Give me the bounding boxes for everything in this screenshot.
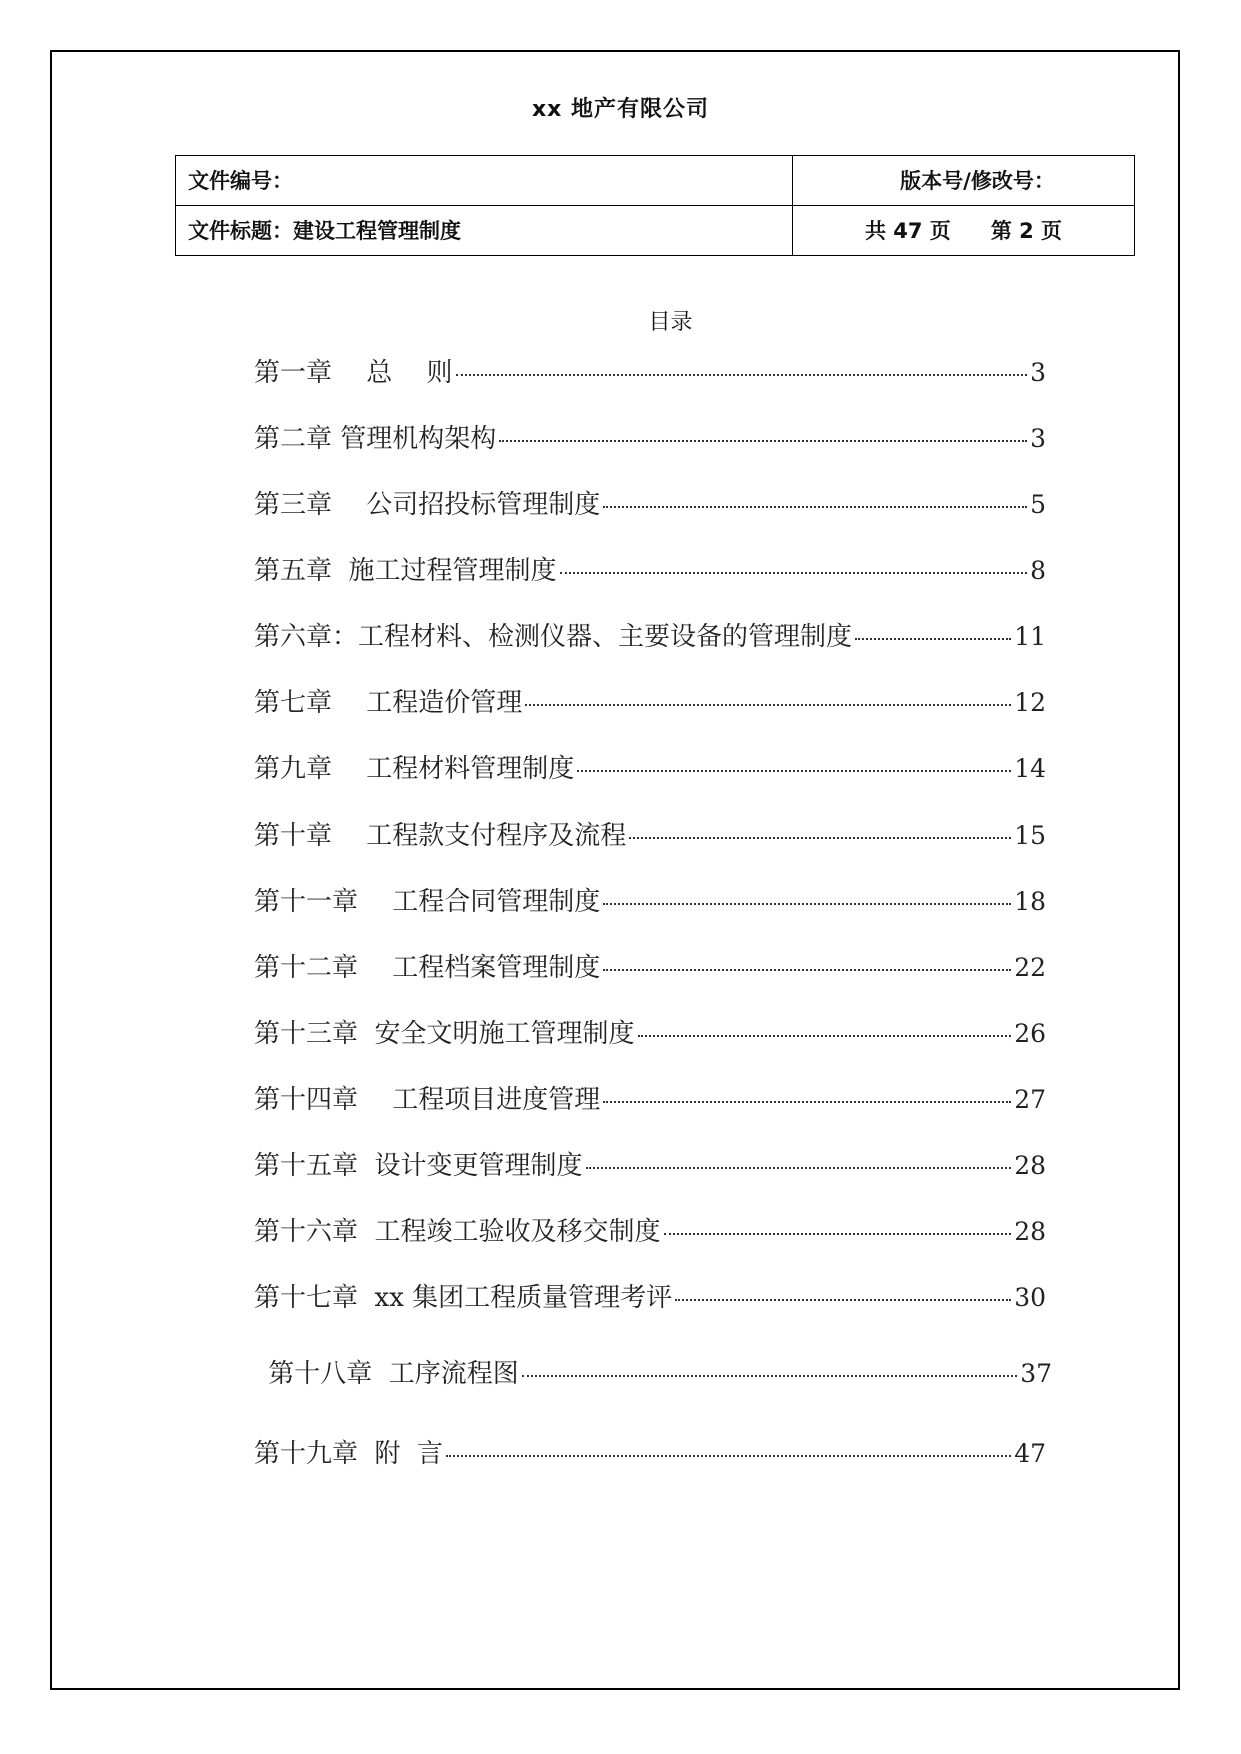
toc-dot-leader bbox=[499, 440, 1027, 442]
toc-entry-page: 14 bbox=[1014, 754, 1046, 783]
toc-dot-leader bbox=[560, 572, 1028, 574]
toc-heading: 目录 bbox=[648, 310, 693, 335]
document-info-table bbox=[175, 155, 1135, 256]
toc-entry[interactable] bbox=[254, 1145, 1046, 1181]
toc-entry-title: 第十五章 设计变更管理制度 bbox=[254, 1151, 583, 1181]
toc-entry[interactable] bbox=[254, 616, 1046, 652]
version-label: 版本号/修改号： bbox=[793, 156, 1134, 206]
toc-dot-leader bbox=[446, 1455, 1011, 1457]
toc-dot-leader bbox=[675, 1299, 1011, 1301]
toc-entry-page: 5 bbox=[1030, 490, 1046, 519]
toc-entry-page: 28 bbox=[1014, 1151, 1046, 1180]
toc-entry-page: 12 bbox=[1014, 688, 1046, 717]
toc-entry-page: 37 bbox=[1020, 1359, 1052, 1388]
toc-dot-leader bbox=[629, 837, 1011, 839]
toc-entry-page: 27 bbox=[1014, 1085, 1046, 1114]
toc-dot-leader bbox=[603, 1101, 1011, 1103]
toc-entry-title: 第十九章 附 言 bbox=[254, 1439, 444, 1469]
toc-entry[interactable] bbox=[254, 1079, 1046, 1115]
toc-entry[interactable] bbox=[254, 815, 1046, 851]
toc-entry[interactable] bbox=[254, 1211, 1046, 1247]
toc-entry[interactable] bbox=[254, 1277, 1046, 1313]
total-pages: 共 47 页 bbox=[864, 219, 951, 244]
toc-entry-title: 第九章 工程材料管理制度 bbox=[254, 754, 575, 784]
toc-entry[interactable] bbox=[260, 1353, 1052, 1389]
toc-entry-title: 第三章 公司招投标管理制度 bbox=[254, 490, 601, 520]
toc-dot-leader bbox=[522, 1375, 1017, 1377]
toc-entry[interactable] bbox=[254, 484, 1046, 520]
toc-entry-page: 15 bbox=[1014, 821, 1046, 850]
toc-entry[interactable] bbox=[254, 418, 1046, 454]
toc-entry[interactable] bbox=[254, 352, 1046, 388]
toc-dot-leader bbox=[456, 374, 1028, 376]
toc-dot-leader bbox=[603, 903, 1011, 905]
toc-dot-leader bbox=[577, 770, 1011, 772]
toc-entry-page: 3 bbox=[1030, 424, 1046, 453]
toc-entry[interactable] bbox=[254, 682, 1046, 718]
toc-entry-page: 30 bbox=[1014, 1283, 1046, 1312]
toc-entry-title: 第五章 施工过程管理制度 bbox=[254, 556, 557, 586]
toc-entry-title: 第十七章 xx 集团工程质量管理考评 bbox=[254, 1283, 673, 1313]
toc-entry-title: 第十六章 工程竣工验收及移交制度 bbox=[254, 1217, 661, 1247]
toc-entry-title: 第十一章 工程合同管理制度 bbox=[254, 887, 601, 917]
toc-entry-title: 第七章 工程造价管理 bbox=[254, 688, 523, 718]
toc-entry[interactable] bbox=[254, 881, 1046, 917]
toc-entry[interactable] bbox=[254, 947, 1046, 983]
file-number-label: 文件编号： bbox=[176, 156, 793, 206]
toc-entry-title: 第一章 总 则 bbox=[254, 358, 453, 388]
toc-dot-leader bbox=[603, 506, 1027, 508]
toc-dot-leader bbox=[638, 1035, 1012, 1037]
toc-entry-page: 28 bbox=[1014, 1217, 1046, 1246]
toc-dot-leader bbox=[603, 969, 1011, 971]
toc-entry-page: 18 bbox=[1014, 887, 1046, 916]
toc-entry-title: 第十章 工程款支付程序及流程 bbox=[254, 821, 627, 851]
toc-entry-page: 26 bbox=[1014, 1019, 1046, 1048]
toc-entry-title: 第十四章 工程项目进度管理 bbox=[254, 1085, 601, 1115]
toc-entry[interactable] bbox=[254, 748, 1046, 784]
current-page: 第 2 页 bbox=[990, 219, 1063, 244]
toc-entry-page: 3 bbox=[1030, 358, 1046, 387]
toc-entry-page: 47 bbox=[1014, 1439, 1046, 1468]
toc-entry-page: 22 bbox=[1014, 953, 1046, 982]
toc-dot-leader bbox=[855, 638, 1011, 640]
toc-entry-title: 第十三章 安全文明施工管理制度 bbox=[254, 1019, 635, 1049]
toc-entry-page: 11 bbox=[1014, 622, 1046, 651]
page-count-cell bbox=[793, 206, 1134, 256]
toc-entry-title: 第二章 管理机构架构 bbox=[254, 424, 497, 454]
toc-dot-leader bbox=[586, 1167, 1012, 1169]
toc-entry-title: 第十二章 工程档案管理制度 bbox=[254, 953, 601, 983]
toc-entry[interactable] bbox=[254, 550, 1046, 586]
toc-entry-page: 8 bbox=[1030, 556, 1046, 585]
company-name: xx 地产有限公司 bbox=[531, 97, 710, 122]
toc-entry[interactable] bbox=[254, 1433, 1046, 1469]
toc-entry[interactable] bbox=[254, 1013, 1046, 1049]
toc-dot-leader bbox=[664, 1233, 1012, 1235]
toc-entry-title: 第十八章 工序流程图 bbox=[260, 1359, 519, 1389]
file-title-label: 文件标题：建设工程管理制度 bbox=[176, 206, 793, 256]
toc-entry-title: 第六章：工程材料、检测仪器、主要设备的管理制度 bbox=[254, 622, 853, 652]
toc-dot-leader bbox=[525, 704, 1011, 706]
